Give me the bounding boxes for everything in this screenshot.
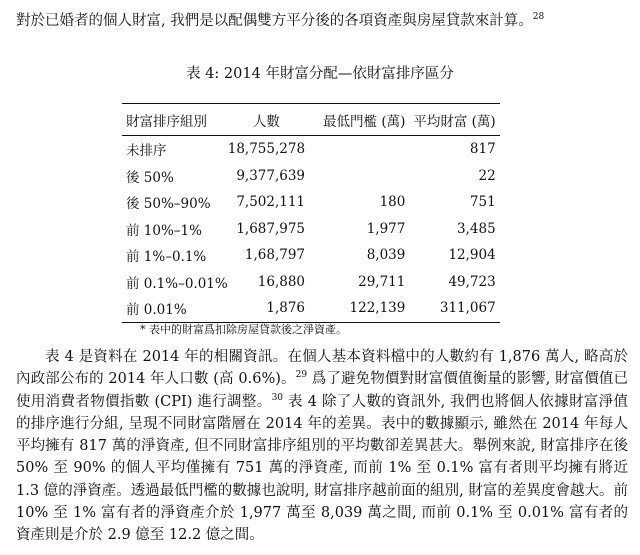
cell-min-threshold — [305, 163, 405, 190]
table-row — [122, 136, 500, 163]
cell-avg-wealth: 49,723 — [448, 273, 496, 290]
table-caption: 表 4: 2014 年財富分配—依財富排序區分 — [186, 66, 454, 82]
cell-min-threshold: 8,039 — [366, 247, 406, 264]
footnote-ref-29[interactable]: 29 — [295, 370, 308, 381]
body-segment-2: 爲了避免物價對財富價值衡量的影響, 財富價值已使用消費者物價指數 (CPI) 進行調整。 — [16, 371, 628, 410]
cell-count: 1,687,975 — [236, 220, 306, 237]
lead-text: 對於已婚者的個人財富, 我們是以配偶雙方平分後的各項資產與房屋貸款來計算。 — [16, 13, 533, 29]
lead-paragraph — [16, 10, 628, 32]
cell-group: 前 10%–1% — [126, 222, 202, 239]
cell-avg-wealth: 12,904 — [448, 247, 496, 264]
cell-min-threshold: 1,977 — [366, 220, 406, 237]
body-segment-1: 表 4 是資料在 2014 年的相關資訊。在個人基本資料檔中的人數約有 1,876 萬人, 略高於內政部公布的 2014 年人口數 (高 0.6%)。 — [16, 349, 628, 388]
cell-count: 9,377,639 — [236, 167, 306, 184]
table-note: * 表中的財富爲扣除房屋貸款後之淨資產。 — [140, 323, 347, 336]
cell-avg-wealth: 751 — [469, 194, 496, 211]
header-min-threshold: 最低門檻 (萬) — [305, 104, 405, 136]
paragraph-text — [16, 346, 628, 547]
header-wealth-group: 財富排序組別 — [122, 104, 228, 136]
table-row — [122, 216, 500, 243]
cell-count: 1,68,797 — [244, 247, 306, 264]
cell-min-threshold: 180 — [379, 194, 406, 211]
cell-min-threshold: 29,711 — [358, 273, 406, 290]
cell-group: 後 50%–90% — [126, 196, 211, 213]
cell-group: 前 0.1%–0.01% — [126, 275, 228, 292]
cell-avg-wealth: 22 — [478, 167, 496, 184]
table-row — [122, 189, 500, 216]
cell-avg-wealth: 817 — [469, 141, 496, 158]
cell-count: 7,502,111 — [236, 194, 306, 211]
body-segment-3: 表 4 除了人數的資訊外, 我們也將個人依據財富淨值的排序進行分組, 呈現不同財富階層在 2014 年的差異。表中的數據顯示, 雖然在 2014 年每人平均擁有 817 萬的淨資產, 但不同財富排序組別的平均數卻差異甚大。舉例來說, 財富排序在後 50% 至 90% 的個人平均僅擁有 751 萬的淨資產, 而前 1% 至 0.1% 富有者則平均擁有將近 1.3 億的淨資產。透過最低門檻的數據也說明, 財富排序越前面的組別, 財富的差異度會越大。前 10% 至 1% 富有者的淨資產介於 1,977 萬至 8,039 萬之間, 而前 0.1% 至 0.01% 富有者的資產則是介於 2.9 億至 12.2 億之間。 — [16, 393, 628, 544]
footnote-ref-28[interactable]: 28 — [532, 12, 545, 23]
cell-count: 16,880 — [257, 273, 306, 290]
table-row — [122, 163, 500, 190]
cell-min-threshold: 122,139 — [305, 295, 405, 322]
cell-min-threshold — [305, 136, 405, 163]
cell-group: 前 0.01% — [122, 295, 228, 322]
header-count: 人數 — [228, 104, 305, 136]
cell-count: 18,755,278 — [227, 141, 306, 158]
body-paragraph — [16, 346, 628, 547]
header-avg-wealth: 平均財富 (萬) — [405, 104, 499, 136]
cell-avg-wealth: 311,067 — [405, 295, 499, 322]
cell-count: 1,876 — [228, 295, 305, 322]
table-row — [122, 269, 500, 296]
cell-avg-wealth: 3,485 — [457, 220, 496, 237]
cell-group: 後 50% — [126, 169, 174, 186]
footnote-ref-30[interactable]: 30 — [271, 392, 284, 403]
cell-group: 前 1%–0.1% — [126, 249, 207, 266]
table-row — [122, 295, 500, 322]
table-row — [122, 242, 500, 269]
cell-group: 未排序 — [126, 143, 167, 160]
table-header-row — [122, 104, 500, 136]
wealth-distribution-table — [122, 103, 500, 323]
